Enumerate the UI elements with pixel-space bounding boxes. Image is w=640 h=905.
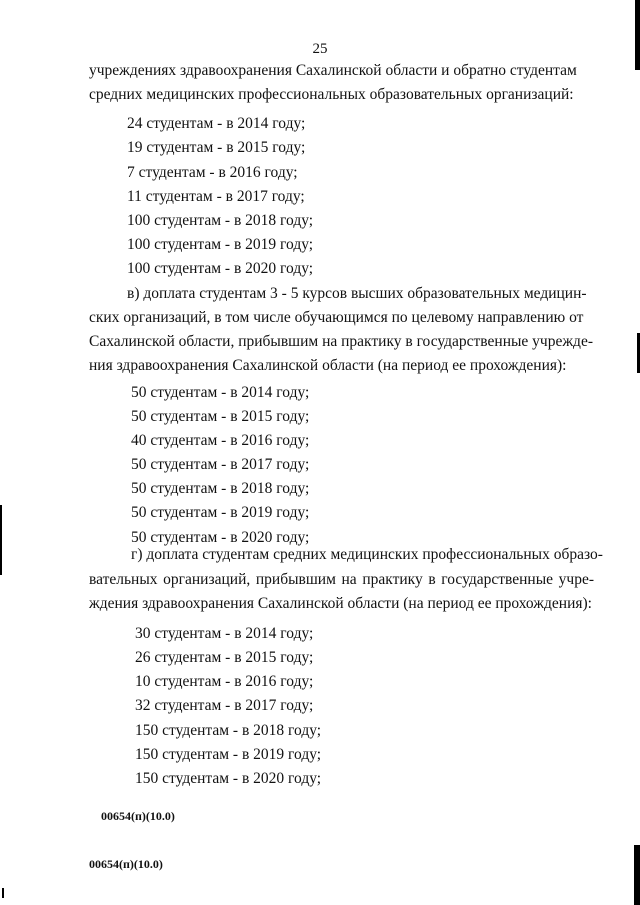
list-item: 26 студентам - в 2015 году; xyxy=(135,649,314,666)
list-item: 50 студентам - в 2017 году; xyxy=(131,456,310,473)
list-item: 100 студентам - в 2019 году; xyxy=(127,236,314,253)
list-item: 24 студентам - в 2014 году; xyxy=(127,115,306,132)
list-item: 100 студентам - в 2020 году; xyxy=(127,260,314,277)
list-item: 19 студентам - в 2015 году; xyxy=(127,139,306,156)
footer-code-bottom: 00654(п)(10.0) xyxy=(89,857,163,871)
list-item: 30 студентам - в 2014 году; xyxy=(135,625,314,642)
list-item: 150 студентам - в 2018 году; xyxy=(135,722,322,739)
list-item: 50 студентам - в 2015 году; xyxy=(131,408,310,425)
intro-line-1: учреждениях здравоохранения Сахалинской области и обратно студентам xyxy=(89,62,577,79)
para-g-line-2: вательных организаций, прибывшим на практику в государственные учре- xyxy=(89,571,594,588)
list-item: 11 студентам - в 2017 году; xyxy=(127,188,305,205)
intro-line-2: средних медицинских профессиональных образовательных организаций: xyxy=(89,86,574,103)
para-v-line-4: ния здравоохранения Сахалинской области (на период ее прохождения): xyxy=(89,357,567,374)
footer-code: 00654(п)(10.0) xyxy=(101,809,175,823)
scan-edge-right-top xyxy=(635,0,640,70)
scan-edge-left-bottom xyxy=(2,888,4,898)
para-v-line-1: в) доплата студентам 3 - 5 курсов высших образовательных медицин- xyxy=(127,285,587,302)
list-item: 50 студентам - в 2020 году; xyxy=(131,529,310,546)
list-item: 100 студентам - в 2018 году; xyxy=(127,212,314,229)
list-item: 50 студентам - в 2018 году; xyxy=(131,480,310,497)
para-v-line-2: ских организаций, в том числе обучающимся по целевому направлению от xyxy=(89,309,584,326)
list-item: 150 студентам - в 2019 году; xyxy=(135,746,322,763)
list-item: 40 студентам - в 2016 году; xyxy=(131,432,310,449)
list-item: 32 студентам - в 2017 году; xyxy=(135,697,314,714)
page-number: 25 xyxy=(312,41,328,57)
list-item: 10 студентам - в 2016 году; xyxy=(135,673,314,690)
para-v-line-3: Сахалинской области, прибывшим на практику в государственные учрежде- xyxy=(89,333,593,350)
para-g-line-1: г) доплата студентам средних медицинских профессиональных образо- xyxy=(131,546,603,563)
list-item: 150 студентам - в 2020 году; xyxy=(135,770,322,787)
scan-edge-left-mark xyxy=(0,505,2,575)
scan-edge-right-bottom xyxy=(634,845,640,905)
list-item: 7 студентам - в 2016 году; xyxy=(127,164,298,181)
para-g-line-3: ждения здравоохранения Сахалинской области (на период ее прохождения): xyxy=(89,595,592,612)
list-item: 50 студентам - в 2019 году; xyxy=(131,504,310,521)
list-item: 50 студентам - в 2014 году; xyxy=(131,384,310,401)
